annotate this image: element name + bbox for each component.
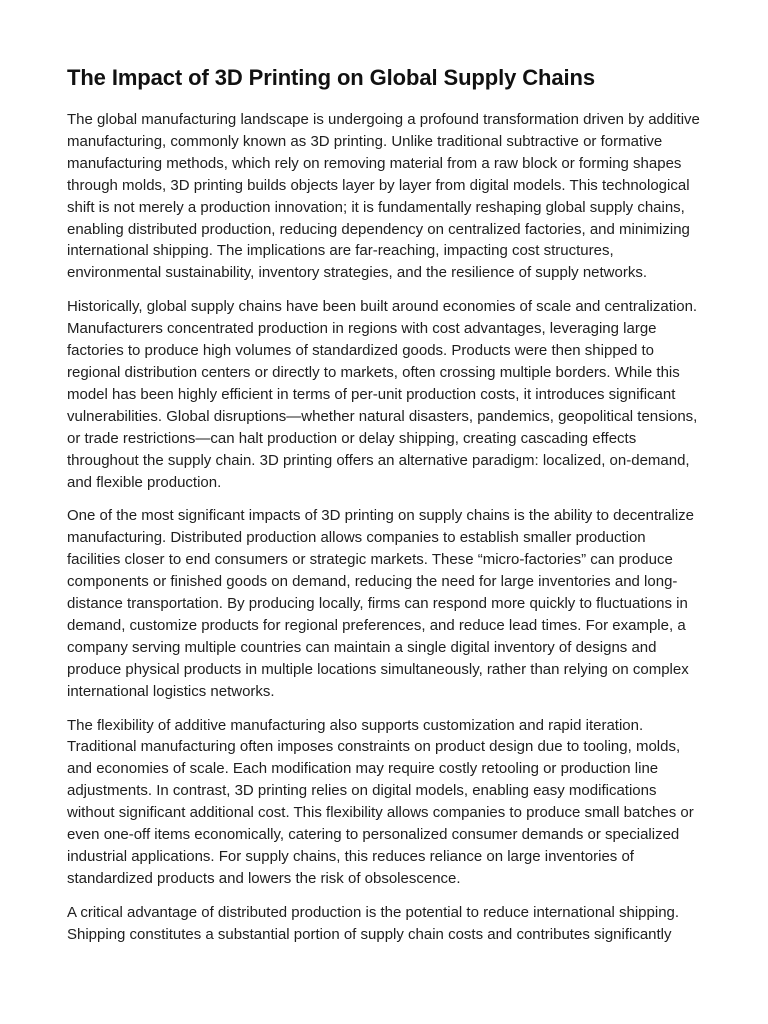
article-title: The Impact of 3D Printing on Global Supply Chains bbox=[67, 65, 596, 90]
article-paragraph-4: The flexibility of additive manufacturing also supports customization and rapid iteration. Traditional manufacturing often imposes constraints on product design due to tooling, molds, and economies of scale. Each modification may require costly retooling or production line adjustments. In contrast, 3D printing relies on digital models, enabling easy modifications without significant additional cost. This flexibility allows companies to produce small batches or even one-off items economically, catering to personalized consumer demands or specialized industrial applications. For supply chains, this reduces reliance on large inventories of standardized products and lowers the risk of obsolescence. bbox=[67, 716, 694, 887]
article-paragraph-2: Historically, global supply chains have been built around economies of scale and centralization. Manufacturers concentrated production in regions with cost advantages, leveraging large factories to produce high volumes of standardized goods. Products were then shipped to regional distribution centers or directly to markets, often crossing multiple borders. While this model has been highly efficient in terms of per-unit production costs, it introduces significant vulnerabilities. Global disruptions—whether natural disasters, pandemics, geopolitical tensions, or trade restrictions—can halt production or delay shipping, creating cascading effects throughout the supply chain. 3D printing offers an alternative paradigm: localized, on-demand, and flexible production. bbox=[67, 298, 698, 491]
article-paragraph-5: A critical advantage of distributed production is the potential to reduce international shipping. Shipping constitutes a substantial portion of supply chain costs and contributes significantly bbox=[67, 903, 680, 943]
article-paragraph-3: One of the most significant impacts of 3D printing on supply chains is the ability to decentralize manufacturing. Distributed production allows companies to establish smaller production facilities closer to end consumers or strategic markets. These “micro-factories” can produce components or finished goods on demand, reducing the need for large inventories and long-distance transportation. By producing locally, firms can respond more quickly to fluctuations in demand, customize products for regional preferences, and reduce lead times. For example, a company serving multiple countries can maintain a single digital inventory of designs and produce physical products in multiple locations simultaneously, rather than relying on complex international logistics networks. bbox=[67, 507, 694, 700]
document-page bbox=[67, 58, 703, 958]
article-paragraph-1: The global manufacturing landscape is undergoing a profound transformation driven by additive manufacturing, commonly known as 3D printing. Unlike traditional subtractive or formative manufacturing methods, which rely on removing material from a raw block or forming shapes through molds, 3D printing builds objects layer by layer from digital models. This technological shift is not merely a production innovation; it is fundamentally reshaping global supply chains, enabling distributed production, reducing dependency on centralized factories, and minimizing international shipping. The implications are far-reaching, impacting cost structures, environmental sustainability, inventory strategies, and the resilience of supply networks. bbox=[67, 111, 700, 282]
